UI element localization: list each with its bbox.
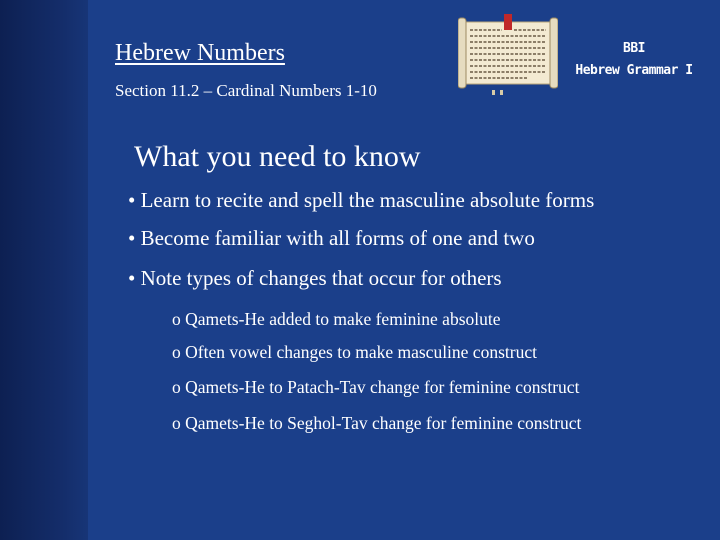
badge-line-2: Hebrew Grammar I — [575, 63, 693, 78]
slide-title: Hebrew Numbers — [115, 40, 285, 66]
badge-line-1: BBI — [623, 41, 645, 56]
sub-bullet-item: o Qamets-He to Seghol-Tav change for feminine construct — [172, 413, 582, 433]
sub-bullet-item: o Qamets-He added to make feminine absolute — [172, 309, 501, 329]
slide-subtitle: Section 11.2 – Cardinal Numbers 1-10 — [115, 81, 377, 100]
bullet-item: • Note types of changes that occur for others — [128, 266, 502, 290]
section-heading: What you need to know — [134, 140, 421, 173]
sub-bullet-item: o Often vowel changes to make masculine construct — [172, 342, 537, 362]
torah-scroll-icon — [458, 14, 558, 96]
bullet-item: • Become familiar with all forms of one and two — [128, 226, 535, 250]
course-badge — [570, 38, 698, 82]
sub-bullet-item: o Qamets-He to Patach-Tav change for feminine construct — [172, 377, 580, 397]
left-decorative-bar — [0, 0, 88, 540]
bullet-item: • Learn to recite and spell the masculine absolute forms — [128, 188, 595, 212]
